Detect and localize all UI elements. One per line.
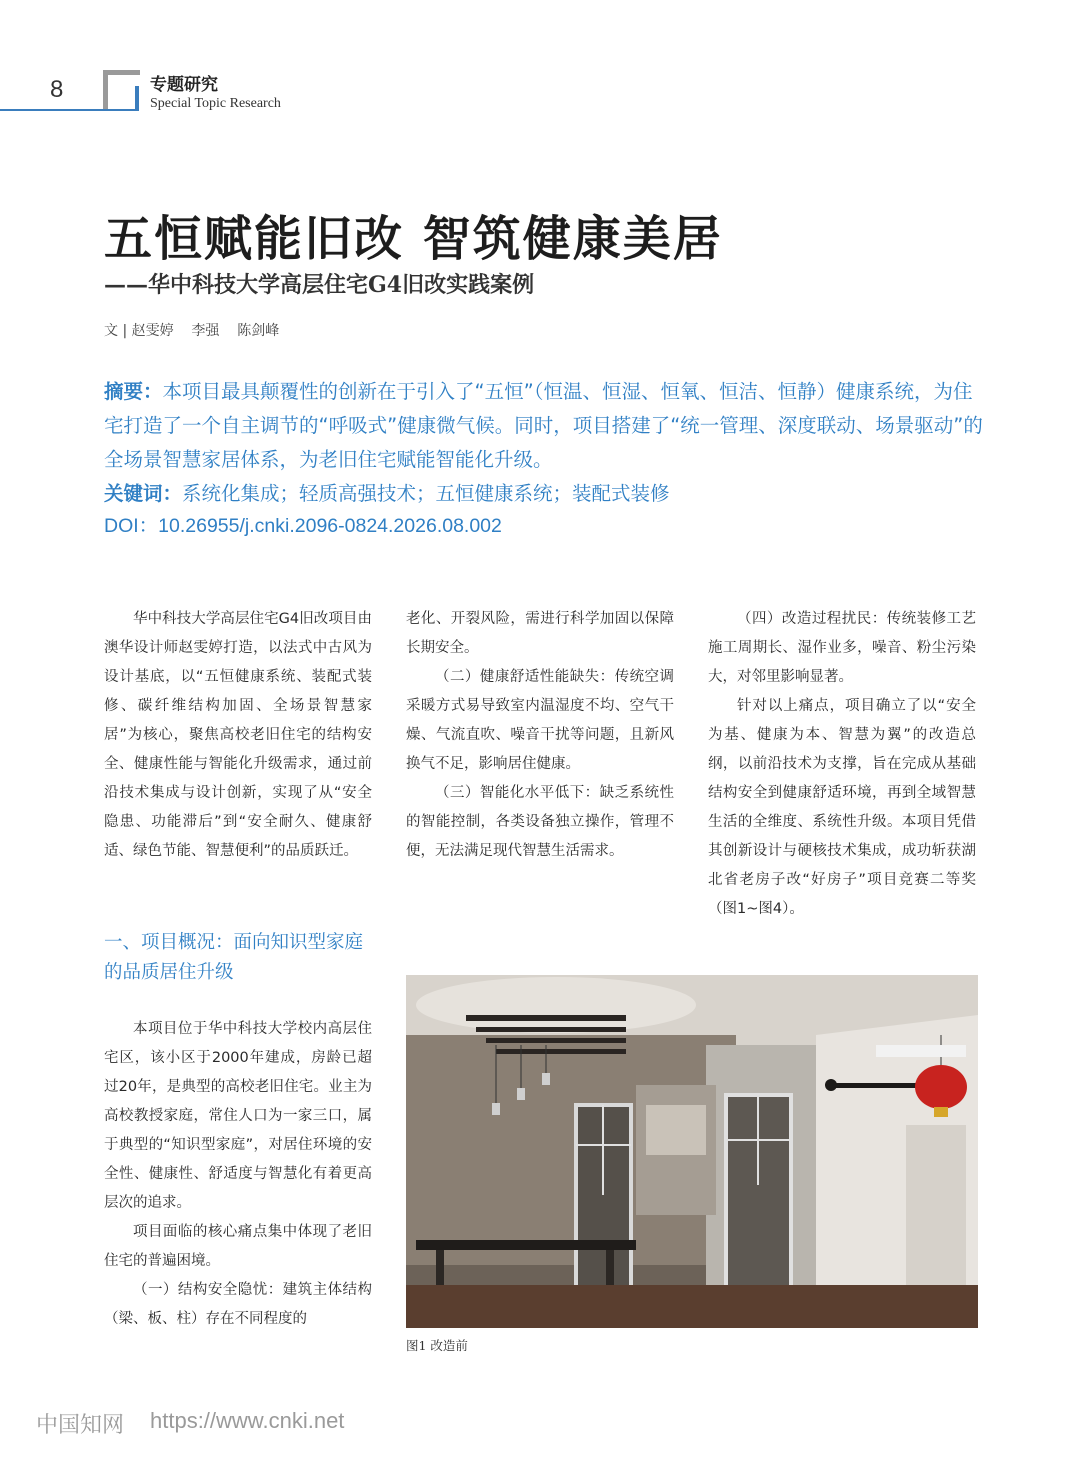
paragraph: （四）改造过程扰民：传统装修工艺施工周期长、湿作业多，噪音、粉尘污染大，对邻里影响显著。 (708, 611, 976, 685)
figure-photo (406, 975, 978, 1328)
paragraph: 项目面临的核心痛点集中体现了老旧住宅的普遍困境。 (104, 1224, 372, 1269)
column-2 (406, 605, 674, 866)
paragraph: （一）结构安全隐忧：建筑主体结构（梁、板、柱）存在不同程度的 (104, 1282, 372, 1327)
paragraph: （二）健康舒适性能缺失：传统空调采暖方式易导致室内温湿度不均、空气干燥、气流直吹、噪音干扰等问题，且新风换气不足，影响居住健康。 (406, 669, 674, 772)
paragraph: 本项目位于华中科技大学校内高层住宅区，该小区于2000年建成，房龄已超过20年，是典型的高校老旧住宅。业主为高校教授家庭，常住人口为一家三口，属于典型的“知识型家庭”，对居住环境的安全性、健康性、舒适度与智慧化有着更高层次的追求。 (104, 1021, 372, 1211)
paragraph: 针对以上痛点，项目确立了以“安全为基、健康为本、智慧为翼”的改造总纲，以前沿技术为支撑，旨在完成从基础结构安全到健康舒适环境，再到全域智慧生活的全维度、系统性升级。本项目凭借其创新设计与硬核技术集成，成功斩获湖北省老房子改“好房子”项目竞赛二等奖（图1~图4）。 (708, 698, 976, 917)
keywords-text: 系统化集成；轻质高强技术；五恒健康系统；装配式装修 (182, 482, 670, 505)
article-title: 五恒赋能旧改 智筑健康美居 (104, 211, 723, 267)
article-subtitle: ——华中科技大学高层住宅G4旧改实践案例 (104, 272, 535, 298)
doi: DOI：10.26955/j.cnki.2096-0824.2026.08.002 (104, 515, 502, 537)
keywords-label: 关键词： (104, 482, 183, 505)
section-title-en: Special Topic Research (150, 96, 281, 111)
keywords (104, 478, 670, 506)
interior-photo-illustration (406, 975, 978, 1328)
paragraph: 华中科技大学高层住宅G4旧改项目由澳华设计师赵雯婷打造，以法式中古风为设计基底，以“五恒健康系统、装配式装修、碳纤维结构加固、全场景智慧家居”为核心，聚焦高校老旧住宅的结构安全、健康性能与智能化升级需求，通过前沿技术集成与设计创新，实现了从“安全隐患、功能滞后”到“安全耐久、健康舒适、绿色节能、智慧便利”的品质跃迁。 (104, 611, 372, 859)
abstract-label: 摘要： (104, 380, 163, 403)
paragraph: 老化、开裂风险，需进行科学加固以保障长期安全。 (406, 611, 674, 656)
figure-caption: 图1 改造前 (406, 1338, 468, 1353)
abstract (104, 375, 984, 477)
page-number: 8 (50, 76, 64, 103)
column-1-bottom (104, 1015, 372, 1334)
byline: 文 | 赵雯婷 李强 陈剑峰 (104, 323, 280, 339)
paragraph: （三）智能化水平低下：缺乏系统性的智能控制，各类设备独立操作，管理不便，无法满足现代智慧生活需求。 (406, 785, 674, 859)
cnki-url: https://www.cnki.net (150, 1408, 345, 1433)
column-1-top (104, 605, 372, 866)
cnki-logo: 中国知网 (36, 1413, 125, 1438)
section-heading: 一、项目概况：面向知识型家庭的品质居住升级 (104, 932, 364, 983)
section-title-cn: 专题研究 (150, 75, 218, 95)
abstract-text: 本项目最具颠覆性的创新在于引入了“五恒”（恒温、恒湿、恒氧、恒洁、恒静）健康系统，为住宅打造了一个自主调节的“呼吸式”健康微气候。同时，项目搭建了“统一管理、深度联动、场景驱动”的全场景智慧家居体系，为老旧住宅赋能智能化升级。 (104, 380, 983, 471)
column-3 (708, 605, 976, 924)
header-rule (0, 109, 137, 111)
section-bracket-accent (135, 86, 139, 111)
